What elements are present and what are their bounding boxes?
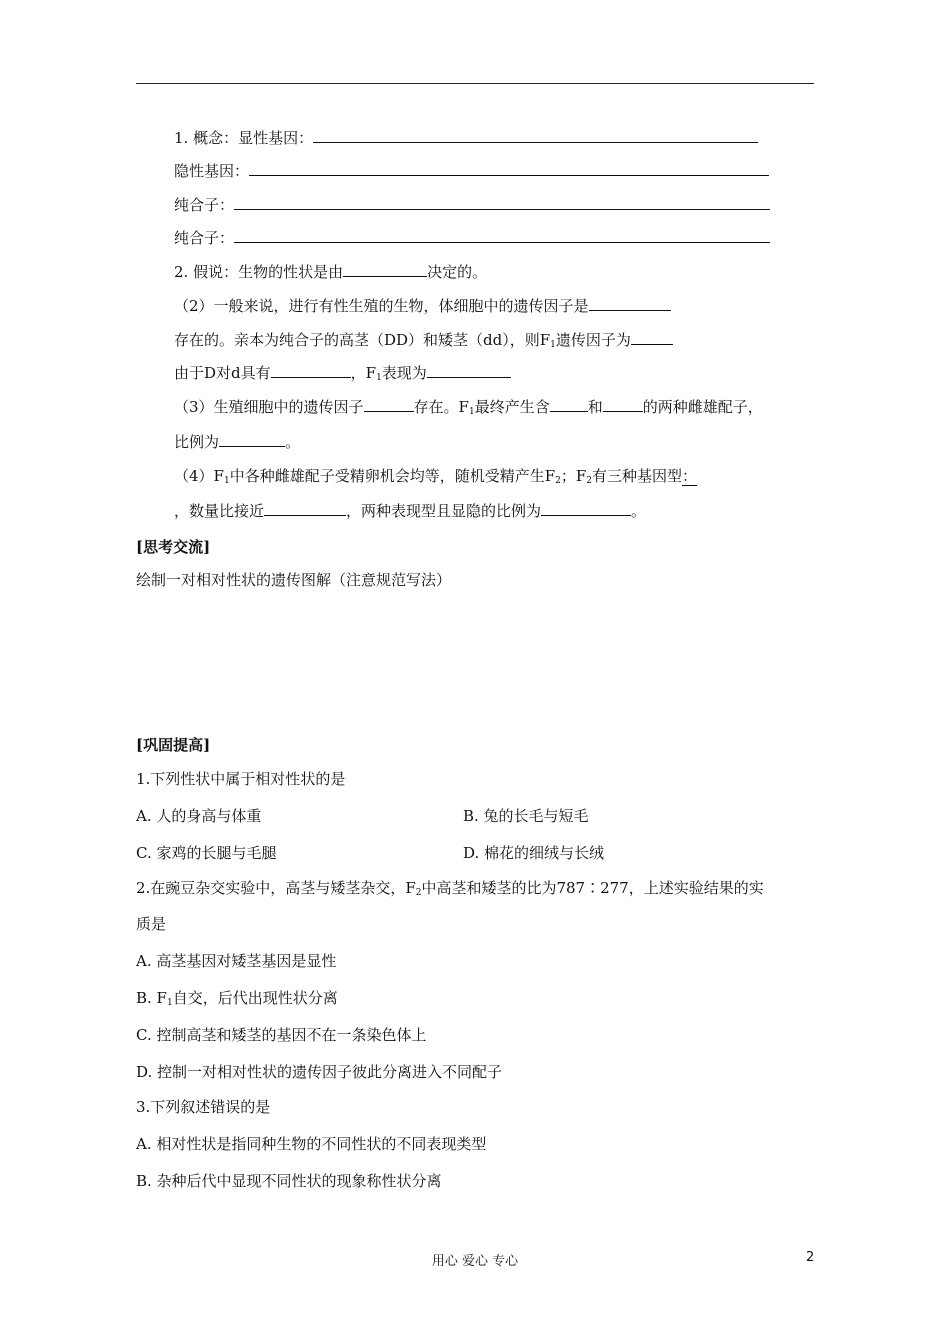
concept-homozygote-2 [174,228,770,248]
text: 遗传因子为 [555,331,631,349]
concept-dominant-label: 1. 概念：显性基因： [174,129,314,147]
answer-blank[interactable] [234,195,770,210]
q2-option-a: A. 高茎基因对矮茎基因是显性 [136,952,337,970]
concept-homozygote-1 [174,195,770,215]
hypothesis-p3-line1 [174,397,763,422]
answer-blank[interactable] [550,397,588,412]
subscript: 2 [415,888,422,898]
think-instruction: 绘制一对相对性状的遗传图解（注意规范写法） [136,571,452,589]
text: （2）一般来说，进行有性生殖的生物，体细胞中的遗传因子是 [174,297,589,315]
q1-option-d: D. 棉花的细绒与长绒 [463,844,605,862]
text: 有三种基因型 [592,467,683,485]
subscript: 1 [376,373,382,383]
hypothesis-p3-line2 [174,432,300,452]
text: 和 [587,398,603,416]
header-rule [136,83,814,84]
section-heading-consolidate: [巩固提高] [136,736,211,754]
text: ，F [350,364,377,382]
text: （3）生殖细胞中的遗传因子 [174,398,364,416]
text: 决定的。 [427,263,488,281]
hypothesis-q2 [174,262,487,282]
text: 存在。F [413,398,469,416]
q2-option-c: C. 控制高茎和矮茎的基因不在一条染色体上 [136,1026,427,1044]
answer-blank[interactable] [603,397,643,412]
text: 2. 假说：生物的性状是由 [174,263,344,281]
answer-blank[interactable] [427,363,511,378]
answer-blank[interactable] [234,228,770,243]
footer-motto: 用心 爱心 专心 [431,1254,519,1269]
answer-blank[interactable] [264,501,346,516]
question-1: 1.下列性状中属于相对性状的是 [136,770,346,788]
concept-recessive-gene [174,161,769,181]
answer-blank[interactable] [541,501,631,516]
subscript: 2 [586,476,592,486]
text: 中高茎和矮茎的比为787∶277，上述实验结果的实 [421,879,764,897]
answer-blank[interactable] [219,432,285,447]
subscript: 1 [166,998,173,1008]
q2-option-d: D. 控制一对相对性状的遗传因子彼此分离进入不同配子 [136,1063,503,1081]
concept-homozygote-label: 纯合子： [174,229,235,247]
concept-dominant-gene [174,128,758,148]
text: 。 [631,502,647,520]
hypothesis-p2-line3 [174,363,511,388]
text: 2.在豌豆杂交实验中，高茎与矮茎杂交，F [136,879,416,897]
subscript: 1 [550,340,556,350]
text: ；F [560,467,587,485]
subscript: 1 [223,476,230,486]
q3-option-b: B. 杂种后代中显现不同性状的现象称性状分离 [136,1172,442,1190]
text: 的两种雌雄配子， [642,398,763,416]
section-heading-think: [思考交流] [136,538,211,556]
concept-homozygote-label: 纯合子： [174,196,235,214]
q1-option-a: A. 人的身高与体重 [136,807,262,825]
answer-blank[interactable] [313,128,758,143]
text: 比例为 [174,433,220,451]
text: 中各种雌雄配子受精卵机会均等，随机受精产生F [229,467,556,485]
subscript: 2 [555,476,561,486]
question-2-line2: 质是 [136,915,167,933]
q2-option-b [136,988,338,1013]
question-2-line1 [136,878,764,903]
text: 。 [285,433,301,451]
hypothesis-p2-line2 [174,330,673,355]
question-3: 3.下列叙述错误的是 [136,1098,271,1116]
text: B. F [136,989,167,1007]
text: （4）F [174,467,224,485]
text: 最终产生含 [474,398,550,416]
answer-blank[interactable] [364,397,414,412]
q1-option-c: C. 家鸡的长腿与毛腿 [136,844,277,862]
answer-blank[interactable] [343,262,427,277]
q3-option-a: A. 相对性状是指同种生物的不同性状的不同表现类型 [136,1135,487,1153]
text: 表现为 [381,364,427,382]
text: 由于D对d具有 [174,364,271,382]
answer-blank[interactable] [249,161,769,176]
hypothesis-p4-line1 [174,466,697,491]
page-number: 2 [806,1250,815,1265]
text: ，数量比接近 [174,502,265,520]
concept-recessive-label: 隐性基因： [174,162,250,180]
q1-option-b: B. 兔的长毛与短毛 [463,807,589,825]
text: ： [682,467,698,485]
text: 自交，后代出现性状分离 [172,989,338,1007]
text: ，两种表现型且显隐的比例为 [346,502,542,520]
subscript: 1 [468,407,475,417]
answer-blank[interactable] [589,296,671,311]
answer-blank[interactable] [631,330,673,345]
hypothesis-p2-line1 [174,296,671,316]
hypothesis-p4-line2 [174,501,646,521]
answer-blank[interactable] [271,363,351,378]
text: 存在的。亲本为纯合子的高茎（DD）和矮茎（dd），则F [174,331,551,349]
